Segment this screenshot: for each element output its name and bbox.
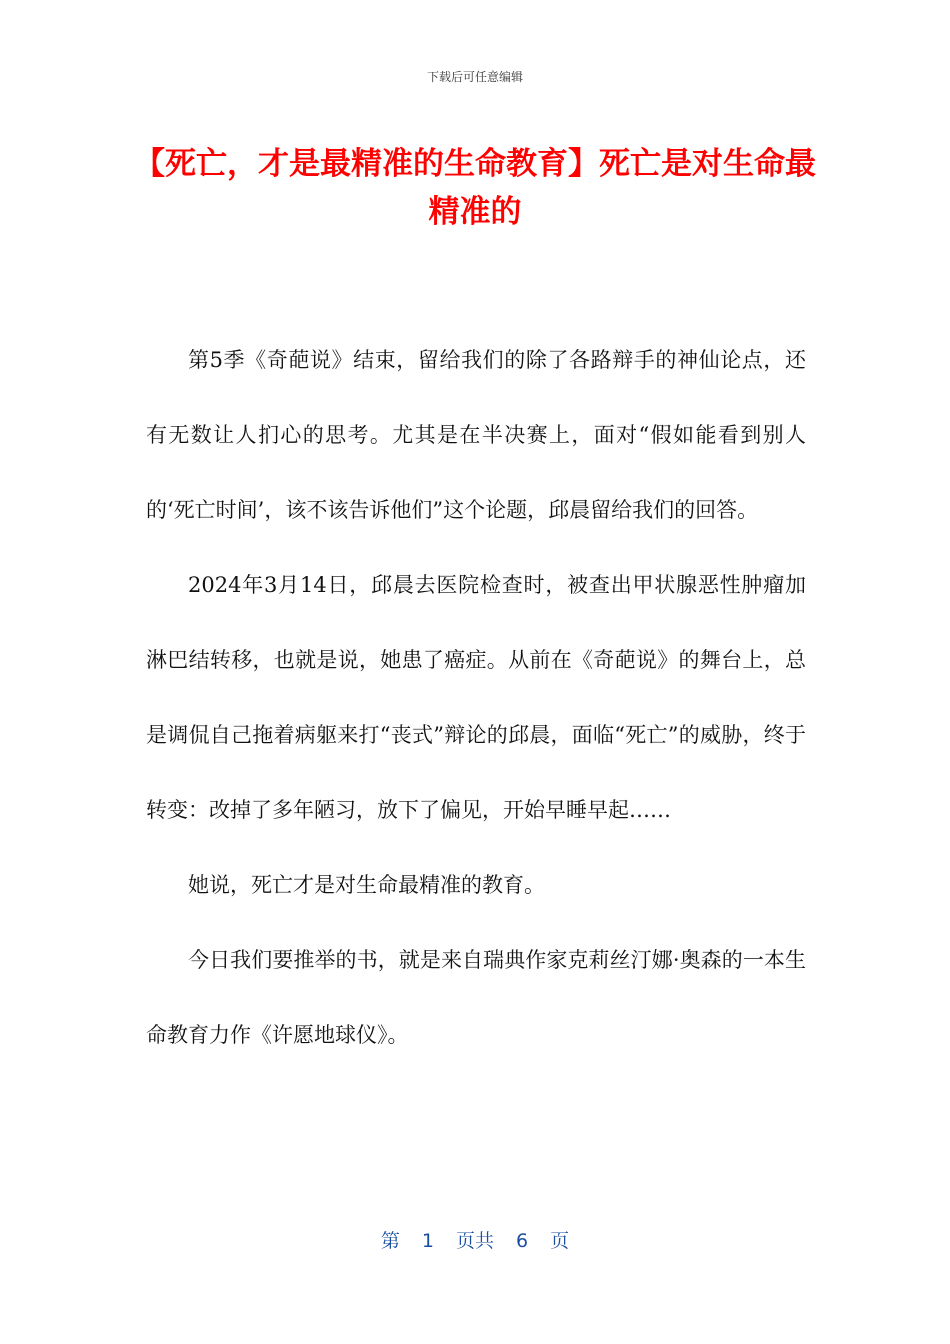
page-footer: [0, 1226, 950, 1253]
paragraph-3: 她说，死亡才是对生命最精准的教育。: [188, 873, 545, 897]
footer-page-suffix: 页: [550, 1230, 570, 1252]
paragraph-2: 2024年3月14日，邱晨去医院检查时，被查出甲状腺恶性肿瘤加淋巴结转移，也就是说，她患了癌症。从前在《奇葩说》的舞台上，总是调侃自己拖着病躯来打“丧式”辩论的邱晨，面临“死亡”的威胁，终于转变：改掉了多年陋习，放下了偏见，开始早睡早起……: [146, 573, 806, 822]
footer-current-page: 1: [421, 1230, 434, 1252]
document-title: 【死亡，才是最精准的生命教育】死亡是对生命最精准的: [134, 146, 816, 230]
paragraph-4: 今日我们要推举的书，就是来自瑞典作家克莉丝汀娜·奥森的一本生命教育力作《许愿地球仪》。: [146, 948, 806, 1047]
header-note: 下载后可任意编辑: [426, 70, 523, 84]
footer-page-prefix: 第: [380, 1230, 400, 1252]
footer-page-mid: 页共: [455, 1230, 494, 1252]
paragraph-1: 第5季《奇葩说》结束，留给我们的除了各路辩手的神仙论点，还有无数让人扪心的思考。尤其是在半决赛上，面对“假如能看到别人的‘死亡时间’，该不该告诉他们”这个论题，邱晨留给我们的回答。: [146, 348, 806, 522]
footer-total-pages: 6: [516, 1230, 529, 1252]
document-body: [146, 323, 806, 1073]
